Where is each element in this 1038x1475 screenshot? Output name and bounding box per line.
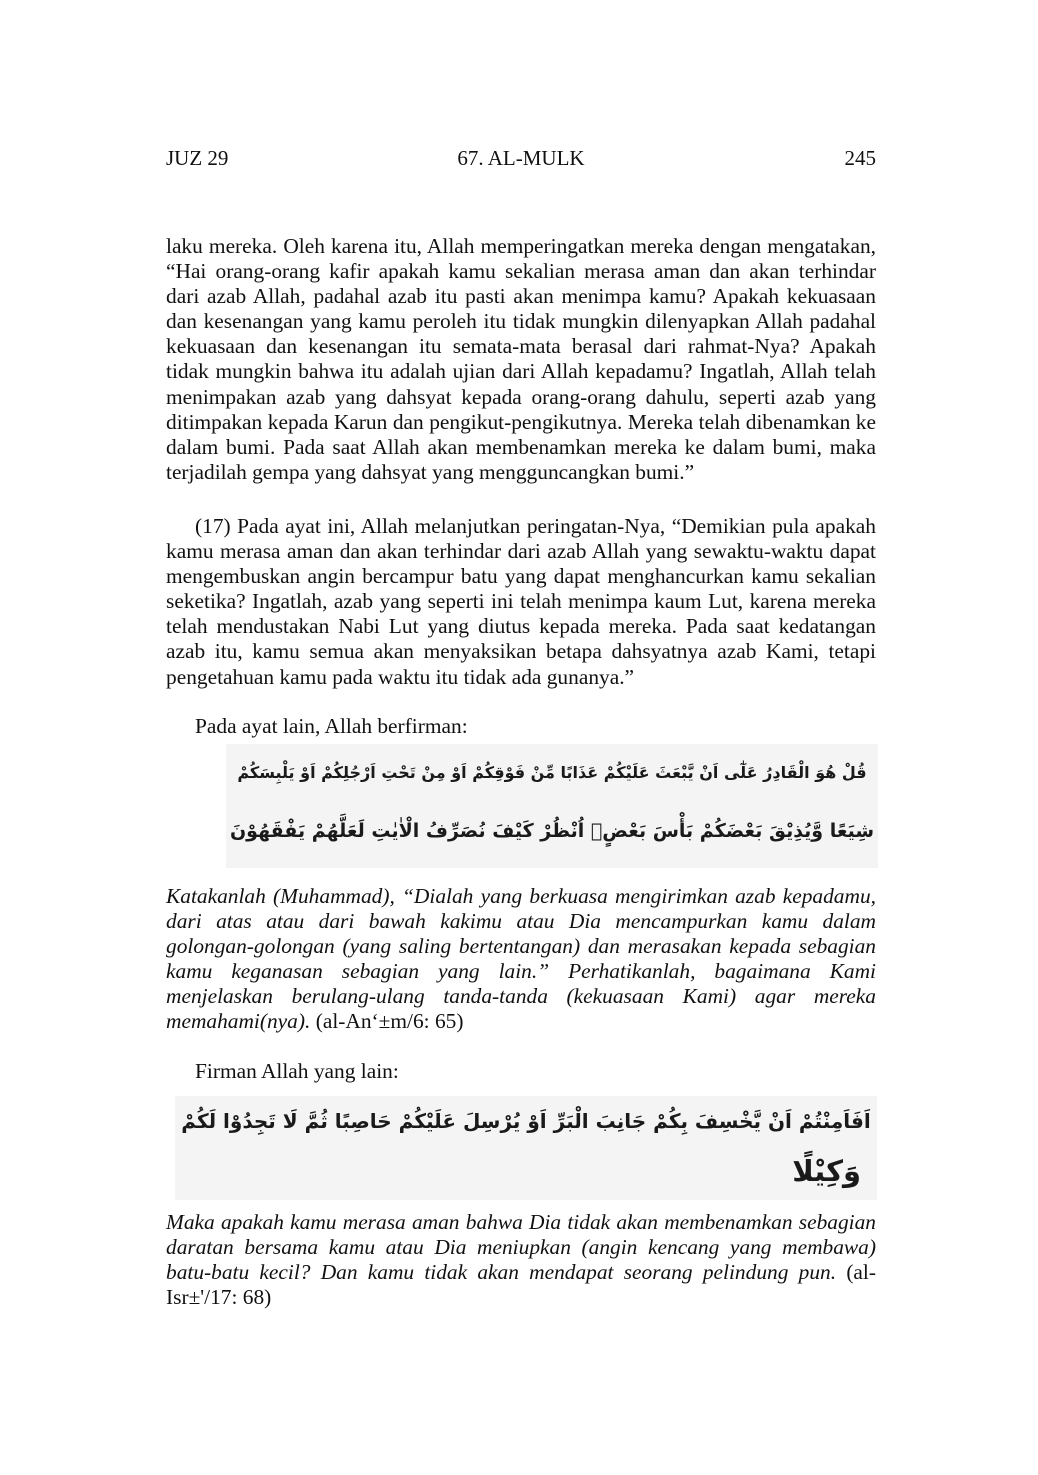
translation-anam-65 — [166, 884, 876, 1035]
surah-title: 67. AL-MULK — [457, 146, 585, 170]
arabic-verse-line: شِيَعًا وَّيُذِيْقَ بَعْضَكُمْ بَأْسَ بَعْضٍۗ اُنْظُرْ كَيْفَ نُصَرِّفُ الْاٰيٰتِ لَعَلَّهُمْ يَفْقَهُوْنَ — [229, 820, 875, 842]
arabic-verse-line: وَكِيْلًا — [792, 1154, 861, 1188]
paragraph-intro-verse1: Pada ayat lain, Allah berfirman: — [195, 714, 468, 738]
arabic-verse-anam-65 — [226, 744, 878, 868]
page-header — [166, 146, 876, 174]
paragraph-commentary-17: (17) Pada ayat ini, Allah melanjutkan peringatan-Nya, “Demikian pula apakah kamu merasa aman dan akan terhindar dari azab Allah yang sewaktu-waktu dapat mengembuskan angin bercampur batu yang dapat menghancurkan kamu sekalian seketika? Ingatlah, azab yang seperti ini telah menimpa kaum Lut, karena mereka telah mendustakan Nabi Lut yang diutus kepada mereka. Pada saat kedatangan azab itu, kamu semua akan menyaksikan betapa dahsyatnya azab Kami, tetapi pengetahuan kamu pada waktu itu tidak ada gunanya.” — [166, 514, 876, 689]
verse-reference: (al-An‘±m/6: 65) — [315, 1009, 464, 1034]
translation-text: Katakanlah (Muhammad), “Dialah yang berkuasa mengirimkan azab kepadamu, dari atas atau dari bawah kakimu atau Dia mencampurkan kamu dalam golongan-golongan (yang saling bertentangan) dan merasakan kepada sebagian kamu keganasan sebagian yang lain.” Perhatikanlah, bagaimana Kami menjelaskan berulang-ulang tanda-tanda (kekuasaan Kami) agar mereka memahami(nya). — [166, 884, 876, 1034]
arabic-verse-line: اَفَاَمِنْتُمْ اَنْ يَّخْسِفَ بِكُمْ جَانِبَ الْبَرِّ اَوْ يُرْسِلَ عَلَيْكُمْ حَاصِبًا ثُمَّ لَا تَجِدُوْا لَكُمْ — [181, 1109, 871, 1133]
paragraph-intro-verse2: Firman Allah yang lain: — [195, 1059, 399, 1083]
arabic-verse-isra-68 — [175, 1096, 877, 1200]
page-number: 245 — [844, 146, 876, 170]
paragraph-commentary-16: laku mereka. Oleh karena itu, Allah memperingatkan mereka dengan mengatakan, “Hai orang-orang kafir apakah kamu sekalian merasa aman dan akan terhindar dari azab Allah, padahal azab itu pasti akan menimpa kamu? Apakah kekuasaan dan kesenangan yang kamu peroleh itu tidak mungkin dilenyapkan Allah padahal kekuasaan dan kesenangan itu semata-mata berasal dari rahmat-Nya? Apakah tidak mungkin bahwa itu adalah ujian dari Allah kepadamu? Ingatlah, Allah telah menimpakan azab yang dahsyat kepada orang-orang dahulu, seperti azab yang ditimpakan kepada Karun dan pengikut-pengikutnya. Mereka telah dibenamkan ke dalam bumi. Pada saat Allah akan membenamkan mereka ke dalam bumi, maka terjadilah gempa yang dahsyat yang mengguncangkan bumi.” — [166, 234, 876, 484]
juz-label: JUZ 29 — [166, 146, 229, 170]
translation-isra-68 — [166, 1210, 876, 1310]
translation-text: Maka apakah kamu merasa aman bahwa Dia tidak akan membenamkan sebagian daratan bersama kamu atau Dia meniupkan (angin kencang yang membawa) batu-batu kecil? Dan kamu tidak akan mendapat seorang pelindung pun. — [166, 1210, 876, 1285]
verse-reference: (al-Isr±'/17: 68) — [166, 1260, 876, 1310]
arabic-verse-line: قُلْ هُوَ الْقَادِرُ عَلٰٓى اَنْ يَّبْعَثَ عَلَيْكُمْ عَذَابًا مِّنْ فَوْقِكُمْ اَوْ مِنْ تَحْتِ اَرْجُلِكُمْ اَوْ يَلْبِسَكُمْ — [237, 763, 867, 782]
